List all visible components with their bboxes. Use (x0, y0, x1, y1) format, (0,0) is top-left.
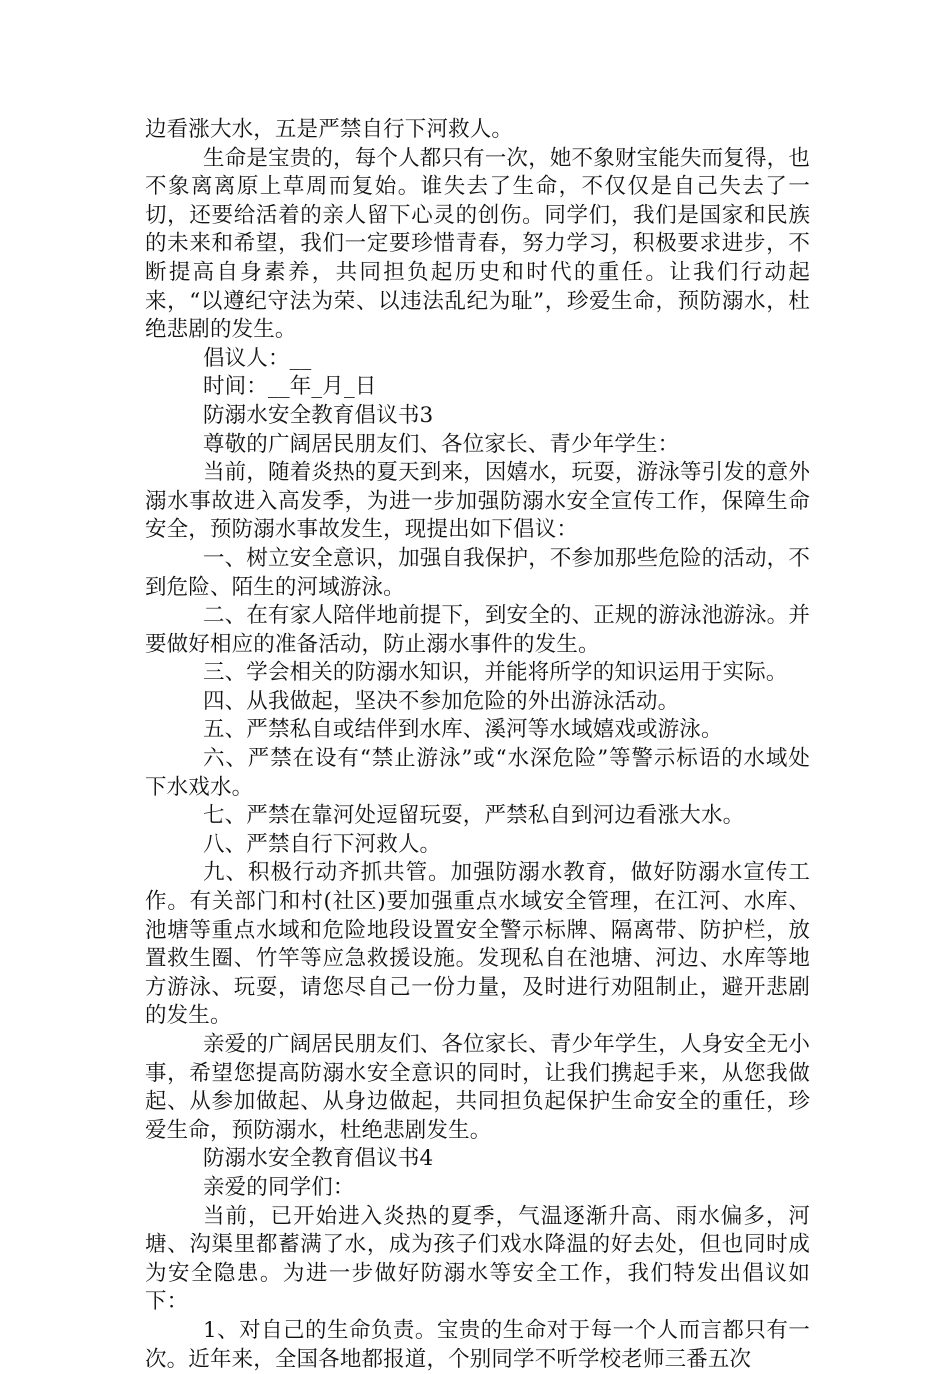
signatory-line: 倡议人：__ (203, 345, 312, 371)
salutation: 亲爱的同学们： (203, 1174, 355, 1200)
list-item: 七、严禁在靠河处逗留玩耍，严禁私自到河边看涨大水。 (203, 803, 745, 829)
list-item: 四、从我做起，坚决不参加危险的外出游泳活动。 (203, 688, 680, 714)
paragraph: 亲爱的广阔居民朋友们、各位家长、青少年学生，人身安全无小事，希望您提高防溺水安全意识的同时，让我们携起手来，从您我做起、从参加做起、从身边做起，共同担负起保护生命安全的重任，珍爱生命，预防溺水，杜绝悲剧发生。 (145, 1032, 810, 1143)
list-item: 九、积极行动齐抓共管。加强防溺水教育，做好防溺水宣传工作。有关部门和村(社区)要加强重点水域安全管理，在江河、水库、池塘等重点水域和危险地段设置安全警示标牌、隔离带、防护栏，放置救生圈、竹竿等应急救援设施。发现私自在池塘、河边、水库等地方游泳、玩耍，请您尽自己一份力量，及时进行劝阻制止，避开悲剧的发生。 (145, 860, 810, 1029)
list-item: 五、严禁私自或结伴到水库、溪河等水域嬉戏或游泳。 (203, 717, 723, 743)
list-item: 三、学会相关的防溺水知识，并能将所学的知识运用于实际。 (203, 660, 788, 686)
paragraph: 生命是宝贵的，每个人都只有一次，她不象财宝能失而复得，也不象离离原上草周而复始。谁失去了生命，不仅仅是自己失去了一切，还要给活着的亲人留下心灵的创伤。同学们，我们是国家和民族的未来和希望，我们一定要珍惜青春，努力学习，积极要求进步，不断提高自身素养，共同担负起历史和时代的重任。让我们行动起来，“以遵纪守法为荣、以违法乱纪为耻”，珍爱生命，预防溺水，杜绝悲剧的发生。 (145, 145, 810, 343)
paragraph: 当前，随着炎热的夏天到来，因嬉水，玩耍，游泳等引发的意外溺水事故进入高发季，为进一步加强防溺水安全宣传工作，保障生命安全，预防溺水事故发生，现提出如下倡议： (145, 460, 810, 543)
list-item: 一、树立安全意识，加强自我保护，不参加那些危险的活动，不到危险、陌生的河域游泳。 (145, 545, 810, 600)
list-item: 1、对自己的生命负责。宝贵的生命对于每一个人而言都只有一次。近年来，全国各地都报道，个别同学不听学校老师三番五次 (145, 1317, 810, 1372)
document-body (145, 116, 810, 1374)
section-title: 防溺水安全教育倡议书3 (203, 402, 434, 428)
date-line: 时间：__年_月_日 (203, 374, 377, 400)
section-title: 防溺水安全教育倡议书4 (203, 1146, 434, 1172)
paragraph: 边看涨大水，五是严禁自行下河救人。 (145, 117, 514, 142)
list-item: 六、严禁在设有“禁止游泳”或“水深危险”等警示标语的水域处下水戏水。 (145, 746, 810, 800)
paragraph: 当前，已开始进入炎热的夏季，气温逐渐升高、雨水偏多，河塘、沟渠里都蓄满了水，成为孩子们戏水降温的好去处，但也同时成为安全隐患。为进一步做好防溺水等安全工作，我们特发出倡议如下： (145, 1203, 810, 1315)
salutation: 尊敬的广阔居民朋友们、各位家长、青少年学生： (203, 431, 680, 457)
list-item: 二、在有家人陪伴地前提下，到安全的、正规的游泳池游泳。并要做好相应的准备活动，防止溺水事件的发生。 (145, 603, 810, 657)
list-item: 八、严禁自行下河救人。 (203, 831, 442, 857)
